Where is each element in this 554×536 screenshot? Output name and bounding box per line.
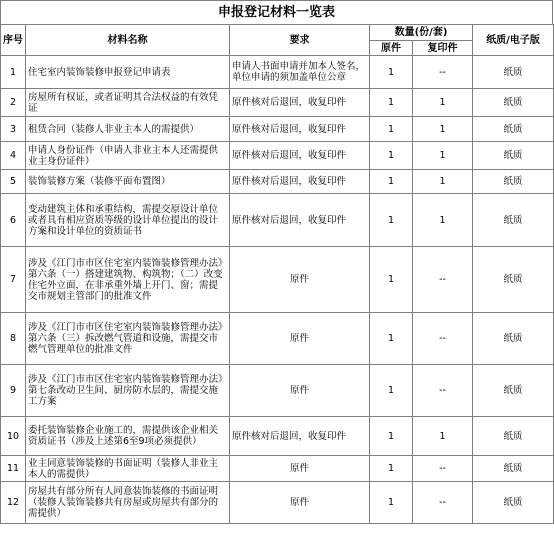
- header-orig: 原件: [370, 41, 413, 56]
- row-seq: 8: [1, 313, 26, 365]
- row-type: 纸质: [473, 194, 554, 247]
- row-type: 纸质: [473, 247, 554, 313]
- header-type: 纸质/电子版: [473, 25, 554, 56]
- header-copy: 复印件: [413, 41, 473, 56]
- row-seq: 6: [1, 194, 26, 247]
- table-row: [1, 89, 554, 117]
- row-req: 原件核对后退回，收复印件: [230, 170, 370, 194]
- row-orig: 1: [370, 247, 413, 313]
- row-seq: 5: [1, 170, 26, 194]
- row-type: 纸质: [473, 117, 554, 142]
- row-copy: 1: [413, 117, 473, 142]
- table-row: [1, 365, 554, 417]
- row-req: 原件核对后退回，收复印件: [230, 194, 370, 247]
- row-name: 涉及《江门市市区住宅室内装饰装修管理办法》第六条（三）拆改燃气管道和设施，需提交市燃气管理单位的批准文件: [26, 313, 230, 365]
- row-name: 涉及《江门市市区住宅室内装饰装修管理办法》第七条改动卫生间、厨房防水层的，需提交施工方案: [26, 365, 230, 417]
- row-seq: 12: [1, 482, 26, 524]
- header-req: 要求: [230, 25, 370, 56]
- row-name: 装饰装修方案（装修平面布置图）: [26, 170, 230, 194]
- row-orig: 1: [370, 142, 413, 170]
- row-copy: --: [413, 456, 473, 482]
- row-name: 业主同意装饰装修的书面证明（装修人非业主本人的需提供）: [26, 456, 230, 482]
- table-row: [1, 142, 554, 170]
- row-copy: --: [413, 365, 473, 417]
- row-seq: 2: [1, 89, 26, 117]
- row-type: 纸质: [473, 89, 554, 117]
- header-name: 材料名称: [26, 25, 230, 56]
- table-row: [1, 247, 554, 313]
- row-name: 委托装饰装修企业施工的，需提供该企业相关资质证书（涉及上述第6至9项必须提供）: [26, 417, 230, 456]
- row-copy: 1: [413, 142, 473, 170]
- row-orig: 1: [370, 482, 413, 524]
- row-name: 房屋共有部分所有人同意装饰装修的书面证明（装修人装饰装修共有房屋或房屋共有部分的需提供）: [26, 482, 230, 524]
- row-req: 原件核对后退回，收复印件: [230, 117, 370, 142]
- table-row: [1, 482, 554, 524]
- row-name: 变动建筑主体和承重结构，需提交原设计单位或者具有相应资质等级的设计单位提出的设计方案和设计单位的资质证书: [26, 194, 230, 247]
- row-orig: 1: [370, 56, 413, 89]
- row-copy: 1: [413, 417, 473, 456]
- table-row: [1, 194, 554, 247]
- row-req: 原件: [230, 365, 370, 417]
- row-type: 纸质: [473, 482, 554, 524]
- page-title: 申报登记材料一览表: [0, 0, 553, 24]
- row-type: 纸质: [473, 417, 554, 456]
- table-row: [1, 313, 554, 365]
- row-seq: 11: [1, 456, 26, 482]
- row-name: 申请人身份证件（申请人非业主本人还需提供业主身份证件）: [26, 142, 230, 170]
- row-orig: 1: [370, 89, 413, 117]
- row-type: 纸质: [473, 456, 554, 482]
- row-copy: --: [413, 482, 473, 524]
- row-req: 原件核对后退回，收复印件: [230, 417, 370, 456]
- row-orig: 1: [370, 194, 413, 247]
- row-seq: 10: [1, 417, 26, 456]
- row-req: 原件核对后退回，收复印件: [230, 142, 370, 170]
- row-orig: 1: [370, 417, 413, 456]
- row-orig: 1: [370, 170, 413, 194]
- row-type: 纸质: [473, 142, 554, 170]
- row-orig: 1: [370, 456, 413, 482]
- row-type: 纸质: [473, 313, 554, 365]
- row-seq: 7: [1, 247, 26, 313]
- table-row: [1, 417, 554, 456]
- row-orig: 1: [370, 313, 413, 365]
- row-copy: --: [413, 313, 473, 365]
- row-copy: 1: [413, 194, 473, 247]
- row-copy: 1: [413, 89, 473, 117]
- row-req: 原件: [230, 313, 370, 365]
- table-row: [1, 56, 554, 89]
- row-type: 纸质: [473, 365, 554, 417]
- row-copy: 1: [413, 170, 473, 194]
- row-seq: 1: [1, 56, 26, 89]
- row-req: 原件: [230, 456, 370, 482]
- row-req: 申请人书面申请并加本人签名，单位申请的须加盖单位公章: [230, 56, 370, 89]
- row-seq: 3: [1, 117, 26, 142]
- materials-table: [0, 24, 554, 524]
- table-row: [1, 456, 554, 482]
- table-row: [1, 117, 554, 142]
- row-type: 纸质: [473, 56, 554, 89]
- row-name: 房屋所有权证，或者证明其合法权益的有效凭证: [26, 89, 230, 117]
- row-req: 原件: [230, 482, 370, 524]
- row-seq: 9: [1, 365, 26, 417]
- row-name: 租赁合同（装修人非业主本人的需提供）: [26, 117, 230, 142]
- table-row: [1, 170, 554, 194]
- header-seq: 序号: [1, 25, 26, 56]
- row-seq: 4: [1, 142, 26, 170]
- row-req: 原件: [230, 247, 370, 313]
- row-orig: 1: [370, 365, 413, 417]
- row-name: 住宅室内装饰装修申报登记申请表: [26, 56, 230, 89]
- row-type: 纸质: [473, 170, 554, 194]
- row-name: 涉及《江门市市区住宅室内装饰装修管理办法》第六条（一）搭建建筑物、构筑物；（二）改变住宅外立面，在非承重外墙上开门、窗；需提交市规划主管部门的批准文件: [26, 247, 230, 313]
- header-qty: 数量(份/套): [370, 25, 473, 41]
- row-copy: --: [413, 247, 473, 313]
- row-req: 原件核对后退回，收复印件: [230, 89, 370, 117]
- row-orig: 1: [370, 117, 413, 142]
- row-copy: --: [413, 56, 473, 89]
